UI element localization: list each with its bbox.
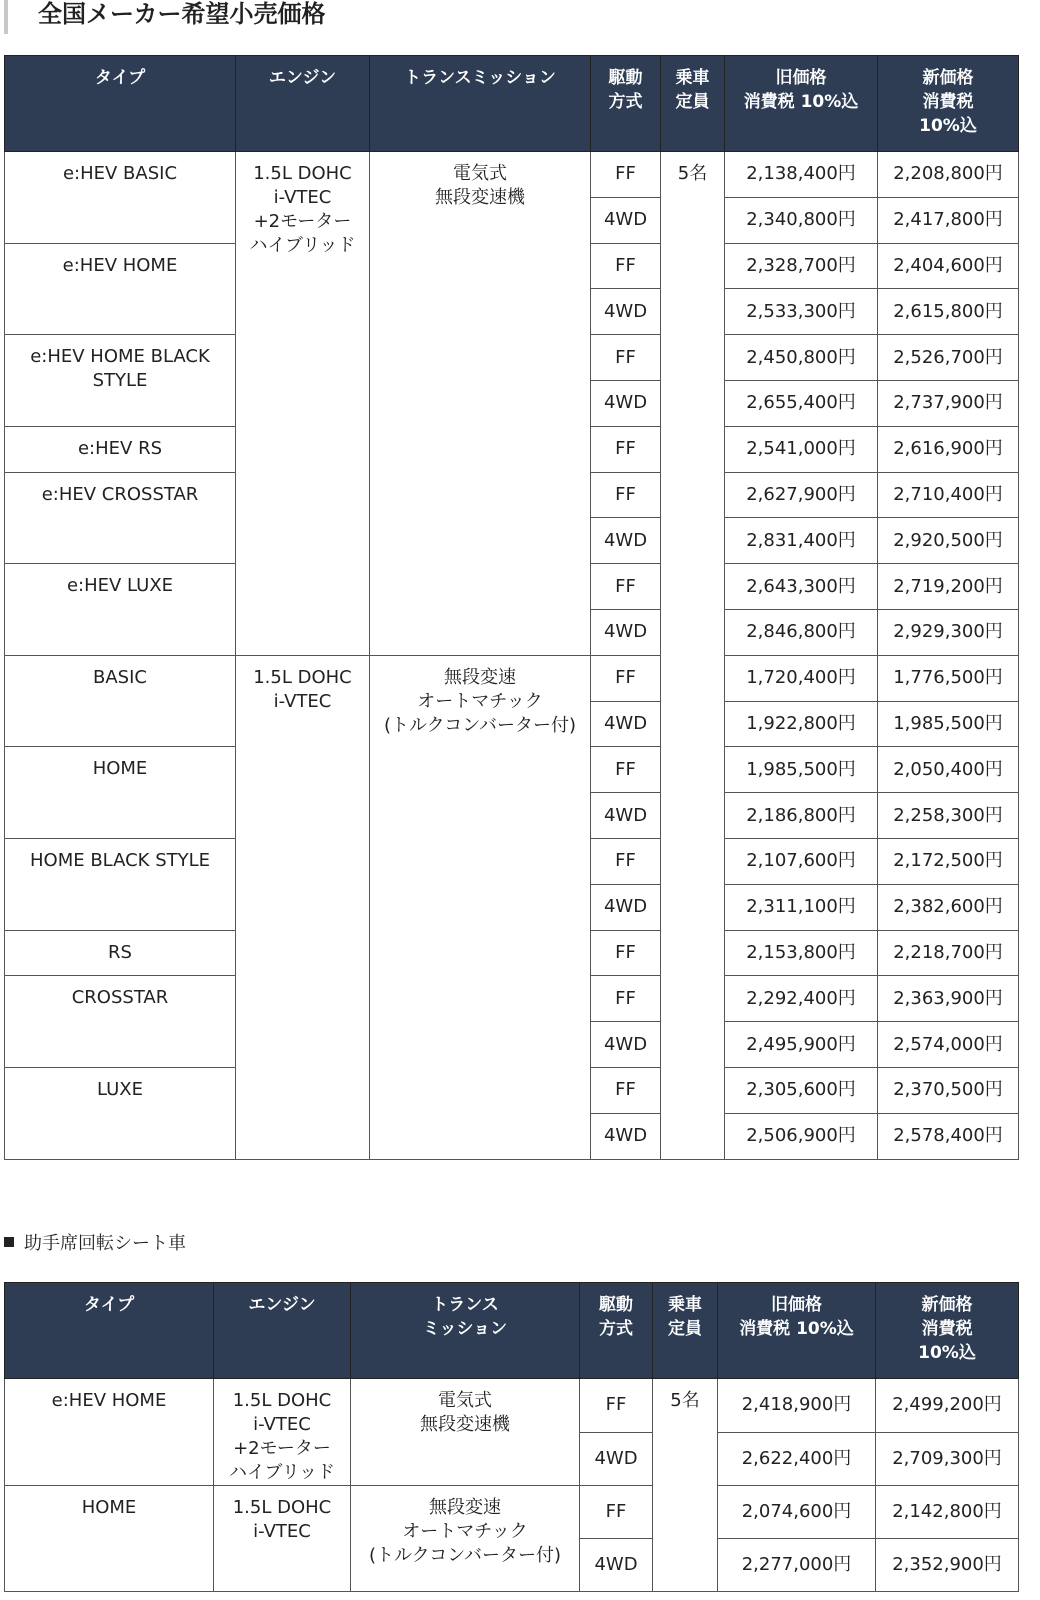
drive-cell: 4WD <box>591 518 661 564</box>
drive-cell: 4WD <box>580 1432 653 1486</box>
type-cell: e:HEV HOME <box>5 243 236 335</box>
drive-cell: FF <box>591 152 661 198</box>
table-row <box>5 1379 1019 1433</box>
header-new-price: 新価格 消費税 10%込 <box>878 56 1019 152</box>
old-price-cell: 2,643,300円 <box>725 564 878 610</box>
new-price-cell: 2,737,900円 <box>878 380 1019 426</box>
old-price-cell: 2,627,900円 <box>725 472 878 518</box>
drive-cell: 4WD <box>591 289 661 335</box>
old-price-cell: 2,622,400円 <box>718 1432 876 1486</box>
type-cell: HOME BLACK STYLE <box>5 838 236 930</box>
header-engine: エンジン <box>236 56 370 152</box>
transmission-cell: 無段変速 オートマチック (トルクコンバーター付) <box>351 1486 580 1592</box>
type-cell: e:HEV HOME BLACK STYLE <box>5 335 236 427</box>
drive-cell: FF <box>580 1379 653 1433</box>
price-table <box>4 55 1019 1160</box>
capacity-cell: 5名 <box>661 152 725 1160</box>
new-price-cell: 2,616,900円 <box>878 426 1019 472</box>
old-price-cell: 2,495,900円 <box>725 1022 878 1068</box>
type-cell: HOME <box>5 747 236 839</box>
old-price-cell: 1,720,400円 <box>725 655 878 701</box>
new-price-cell: 2,363,900円 <box>878 976 1019 1022</box>
drive-cell: 4WD <box>591 793 661 839</box>
drive-cell: 4WD <box>591 197 661 243</box>
old-price-cell: 2,655,400円 <box>725 380 878 426</box>
type-cell: CROSSTAR <box>5 976 236 1068</box>
drive-cell: FF <box>591 976 661 1022</box>
engine-cell: 1.5L DOHC i-VTEC <box>214 1486 351 1592</box>
new-price-cell: 2,417,800円 <box>878 197 1019 243</box>
square-bullet-icon <box>4 1237 14 1247</box>
header-transmission: トランスミッション <box>370 56 591 152</box>
drive-cell: 4WD <box>591 380 661 426</box>
new-price-cell: 2,208,800円 <box>878 152 1019 198</box>
engine-cell: 1.5L DOHC i-VTEC +2モーター ハイブリッド <box>236 152 370 656</box>
header-transmission: トランス ミッション <box>351 1283 580 1379</box>
new-price-cell: 2,050,400円 <box>878 747 1019 793</box>
drive-cell: FF <box>591 335 661 381</box>
old-price-cell: 2,311,100円 <box>725 884 878 930</box>
new-price-cell: 2,404,600円 <box>878 243 1019 289</box>
type-cell: RS <box>5 930 236 976</box>
new-price-cell: 2,578,400円 <box>878 1113 1019 1159</box>
drive-cell: FF <box>591 472 661 518</box>
header-old-price: 旧価格 消費税 10%込 <box>725 56 878 152</box>
drive-cell: 4WD <box>580 1539 653 1592</box>
table-row <box>5 152 1019 198</box>
old-price-cell: 2,305,600円 <box>725 1067 878 1113</box>
old-price-cell: 2,846,800円 <box>725 609 878 655</box>
section-title-rotating-seat <box>4 1232 186 1256</box>
header-type: タイプ <box>5 56 236 152</box>
new-price-cell: 1,776,500円 <box>878 655 1019 701</box>
drive-cell: FF <box>591 930 661 976</box>
header-capacity: 乗車 定員 <box>653 1283 718 1379</box>
type-cell: e:HEV BASIC <box>5 152 236 244</box>
old-price-cell: 2,074,600円 <box>718 1486 876 1539</box>
new-price-cell: 2,142,800円 <box>876 1486 1019 1539</box>
old-price-cell: 2,450,800円 <box>725 335 878 381</box>
header-new-price: 新価格 消費税 10%込 <box>876 1283 1019 1379</box>
drive-cell: FF <box>591 1067 661 1113</box>
type-cell: HOME <box>5 1486 214 1592</box>
old-price-cell: 1,922,800円 <box>725 701 878 747</box>
old-price-cell: 2,340,800円 <box>725 197 878 243</box>
new-price-cell: 2,172,500円 <box>878 838 1019 884</box>
old-price-cell: 2,328,700円 <box>725 243 878 289</box>
new-price-cell: 2,352,900円 <box>876 1539 1019 1592</box>
transmission-cell: 電気式 無段変速機 <box>351 1379 580 1486</box>
table-row <box>5 1486 1019 1539</box>
new-price-cell: 2,499,200円 <box>876 1379 1019 1433</box>
old-price-cell: 2,292,400円 <box>725 976 878 1022</box>
drive-cell: FF <box>591 747 661 793</box>
old-price-cell: 1,985,500円 <box>725 747 878 793</box>
drive-cell: FF <box>591 838 661 884</box>
new-price-cell: 2,709,300円 <box>876 1432 1019 1486</box>
old-price-cell: 2,138,400円 <box>725 152 878 198</box>
header-drive: 駆動 方式 <box>591 56 661 152</box>
header-engine: エンジン <box>214 1283 351 1379</box>
header-type: タイプ <box>5 1283 214 1379</box>
drive-cell: FF <box>591 426 661 472</box>
new-price-cell: 2,370,500円 <box>878 1067 1019 1113</box>
transmission-cell: 電気式 無段変速機 <box>370 152 591 656</box>
drive-cell: 4WD <box>591 884 661 930</box>
new-price-cell: 2,574,000円 <box>878 1022 1019 1068</box>
engine-cell: 1.5L DOHC i-VTEC +2モーター ハイブリッド <box>214 1379 351 1486</box>
new-price-cell: 2,218,700円 <box>878 930 1019 976</box>
old-price-cell: 2,153,800円 <box>725 930 878 976</box>
drive-cell: 4WD <box>591 701 661 747</box>
drive-cell: FF <box>591 564 661 610</box>
new-price-cell: 2,710,400円 <box>878 472 1019 518</box>
drive-cell: FF <box>591 655 661 701</box>
old-price-cell: 2,107,600円 <box>725 838 878 884</box>
old-price-cell: 2,418,900円 <box>718 1379 876 1433</box>
type-cell: LUXE <box>5 1067 236 1159</box>
capacity-cell: 5名 <box>653 1379 718 1592</box>
type-cell: e:HEV CROSSTAR <box>5 472 236 564</box>
rotating-seat-price-table <box>4 1282 1019 1592</box>
old-price-cell: 2,541,000円 <box>725 426 878 472</box>
engine-cell: 1.5L DOHC i-VTEC <box>236 655 370 1159</box>
new-price-cell: 2,615,800円 <box>878 289 1019 335</box>
new-price-cell: 1,985,500円 <box>878 701 1019 747</box>
drive-cell: 4WD <box>591 609 661 655</box>
drive-cell: FF <box>580 1486 653 1539</box>
table-row <box>5 655 1019 701</box>
header-drive: 駆動 方式 <box>580 1283 653 1379</box>
new-price-cell: 2,526,700円 <box>878 335 1019 381</box>
type-cell: e:HEV HOME <box>5 1379 214 1486</box>
old-price-cell: 2,831,400円 <box>725 518 878 564</box>
drive-cell: FF <box>591 243 661 289</box>
old-price-cell: 2,533,300円 <box>725 289 878 335</box>
new-price-cell: 2,382,600円 <box>878 884 1019 930</box>
type-cell: e:HEV LUXE <box>5 564 236 656</box>
old-price-cell: 2,506,900円 <box>725 1113 878 1159</box>
new-price-cell: 2,258,300円 <box>878 793 1019 839</box>
section-title-text: 助手席回転シート車 <box>24 1233 186 1254</box>
header-capacity: 乗車 定員 <box>661 56 725 152</box>
new-price-cell: 2,929,300円 <box>878 609 1019 655</box>
header-old-price: 旧価格 消費税 10%込 <box>718 1283 876 1379</box>
page-title: 全国メーカー希望小売価格 <box>4 0 326 34</box>
old-price-cell: 2,186,800円 <box>725 793 878 839</box>
type-cell: e:HEV RS <box>5 426 236 472</box>
new-price-cell: 2,719,200円 <box>878 564 1019 610</box>
drive-cell: 4WD <box>591 1113 661 1159</box>
type-cell: BASIC <box>5 655 236 747</box>
new-price-cell: 2,920,500円 <box>878 518 1019 564</box>
transmission-cell: 無段変速 オートマチック (トルクコンバーター付) <box>370 655 591 1159</box>
old-price-cell: 2,277,000円 <box>718 1539 876 1592</box>
drive-cell: 4WD <box>591 1022 661 1068</box>
